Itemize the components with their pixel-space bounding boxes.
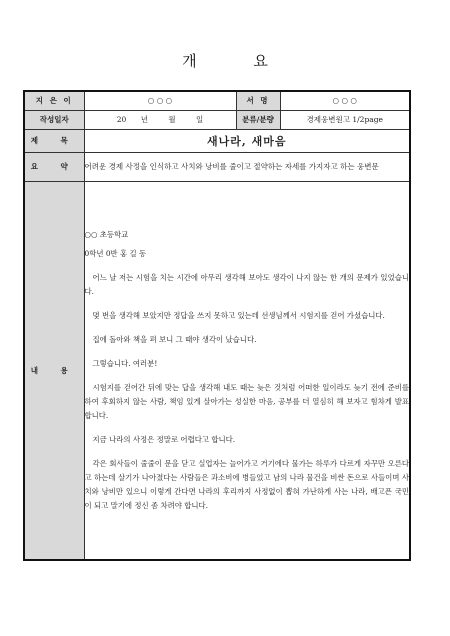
date-month-unit: 월 bbox=[168, 115, 176, 124]
paragraph: 그렇습니다. 여러분! bbox=[92, 358, 158, 368]
summary-row bbox=[24, 152, 410, 181]
document-title: 개 요 bbox=[182, 52, 294, 70]
paragraph: 집에 돌아와 책을 펴 보니 그 때야 생각이 났습니다. bbox=[92, 334, 257, 344]
paragraph: 지금 나라의 사정은 정말로 어렵다고 합니다. bbox=[92, 434, 236, 444]
date-row bbox=[24, 110, 410, 129]
summary-value: 어려운 경제 사정을 인식하고 사치와 낭비를 줄이고 절약하는 자세를 가지자고 하는 웅변문 bbox=[84, 152, 410, 181]
student-name: 0학년 0반 홍 길 동 bbox=[84, 248, 147, 258]
date-label: 작성일자 bbox=[24, 110, 84, 129]
author-label: 지 은 이 bbox=[24, 91, 84, 110]
date-year: 20 bbox=[116, 115, 127, 124]
reviewer-value: ○ ○ ○ bbox=[280, 91, 410, 110]
paragraph: 각은 회사들이 줄줄이 문을 닫고 실업자는 늘어가고 거기에다 물가는 하루가 다르게 자꾸만 오른다고 하는데 살기가 나아졌다는 사람들은 과소비에 병들었고 남의 나라 물건을 비싼 돈으로 사들이며 사치와 낭비만 있으니 이렇게 간다면 나라의 후리까지 사정없이 뽑혀 가난하게 사는 나라, 배고픈 국민이 되고 말기에 정신 좀 차려야 합니다. bbox=[84, 458, 409, 510]
subject-value: 새나라, 새마음 bbox=[84, 129, 410, 152]
paragraph: 어느 날 저는 시험을 치는 시간에 아무리 생각해 보아도 생각이 나지 않는 한 개의 문제가 있었습니다. bbox=[84, 272, 409, 296]
subject-label: 제 목 bbox=[24, 129, 84, 152]
subject-row bbox=[24, 129, 410, 152]
date-year-unit: 년 bbox=[140, 115, 148, 124]
report-form bbox=[23, 90, 411, 561]
author-value: ○ ○ ○ bbox=[84, 91, 236, 110]
content-label: 내 용 bbox=[24, 181, 84, 560]
summary-label: 요 약 bbox=[24, 152, 84, 181]
category-label: 분류/분량 bbox=[236, 110, 280, 129]
content-body bbox=[84, 181, 410, 560]
paragraph: 시험지를 걷어간 뒤에 맞는 답을 생각해 내도 때는 늦은 것처럼 어떠한 일이라도 늦기 전에 준비를 하여 후회하지 않는 사람, 책임 있게 살아가는 성실한 마음, 공부를 더 열심히 해 보자고 힘차게 발표합니다. bbox=[84, 382, 409, 420]
category-value: 경제웅변원고 1/2page bbox=[280, 110, 410, 129]
reviewer-label: 서 명 bbox=[236, 91, 280, 110]
date-value bbox=[84, 110, 236, 129]
author-row bbox=[24, 91, 410, 110]
date-day-unit: 일 bbox=[195, 115, 204, 124]
content-row bbox=[24, 181, 410, 560]
paragraph: 몇 번을 생각해 보았지만 정답을 쓰지 못하고 있는데 선생님께서 시험지를 걷어 가셨습니다. bbox=[92, 310, 385, 320]
school-name: ○○ 초등학교 bbox=[84, 229, 129, 239]
